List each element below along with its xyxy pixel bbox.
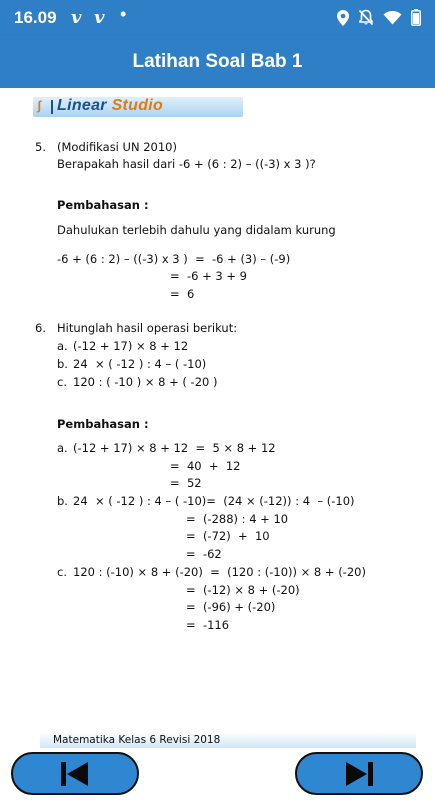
logo-text: Linear Studio [57, 97, 164, 114]
question-5-step: = -6 + 3 + 9 [170, 269, 247, 283]
solution-c-step: = (-96) + (-20) [186, 600, 276, 614]
logo-divider [51, 100, 53, 114]
question-6-item-label: c. [57, 375, 67, 389]
solution-b-step: 24 × ( -12 ) : 4 – ( -10)= (24 × (-12)) : 4 – (-10) [73, 494, 355, 508]
solution-c-step: = -116 [186, 618, 230, 632]
solution-b-step: = (-288) : 4 + 10 [186, 512, 289, 526]
question-6-item-label: b. [57, 357, 68, 371]
footer-text: Matematika Kelas 6 Revisi 2018 [53, 734, 221, 746]
app-notification-icon: v [71, 7, 82, 28]
question-6-text: Hitunglah hasil operasi berikut: [57, 321, 238, 335]
solution-c-step: = (-12) × 8 + (-20) [186, 583, 300, 597]
question-6-item: 120 : ( -10 ) × 8 + ( -20 ) [73, 375, 218, 389]
solution-a-label: a. [57, 441, 68, 455]
app-notification-icon: v [94, 7, 105, 28]
next-page-button[interactable] [295, 752, 423, 795]
question-6-item-label: a. [57, 339, 68, 353]
status-icons [337, 9, 421, 26]
previous-page-button[interactable] [11, 752, 139, 795]
notification-off-icon [358, 9, 374, 26]
question-5-step: = 6 [170, 287, 195, 301]
more-notifications-dot: • [120, 4, 127, 24]
solution-c-label: c. [57, 565, 67, 579]
linear-studio-logo [33, 97, 243, 117]
skip-previous-icon [59, 761, 91, 787]
question-5-solution-heading: Pembahasan : [57, 198, 149, 212]
location-icon [337, 10, 349, 26]
question-5-step: -6 + (6 : 2) – ((-3) x 3 ) = -6 + (3) – (-9) [57, 252, 291, 266]
solution-a-step: (-12 + 17) × 8 + 12 = 5 × 8 + 12 [73, 441, 276, 455]
question-6-solution-heading: Pembahasan : [57, 417, 149, 431]
skip-next-icon [343, 761, 375, 787]
app-bar [0, 36, 435, 88]
logo-mark-icon: ʃ [37, 98, 42, 113]
question-6-number: 6. [35, 321, 46, 335]
solution-b-step: = (-72) + 10 [186, 529, 270, 543]
solution-b-label: b. [57, 494, 68, 508]
question-6-item: (-12 + 17) × 8 + 12 [73, 339, 189, 353]
document-page[interactable] [0, 88, 435, 750]
question-5-source: (Modifikasi UN 2010) [57, 140, 177, 154]
solution-b-step: = -62 [186, 547, 222, 561]
question-5-number: 5. [35, 140, 46, 154]
svg-text:x: x [395, 19, 400, 25]
question-5-text: Berapakah hasil dari -6 + (6 : 2) – ((-3) x 3 )? [57, 157, 316, 171]
solution-a-step: = 40 + 12 [170, 459, 241, 473]
battery-icon [411, 9, 421, 26]
status-bar [0, 0, 435, 36]
page-title: Latihan Soal Bab 1 [132, 51, 303, 72]
solution-a-step: = 52 [170, 476, 202, 490]
solution-c-step: 120 : (-10) × 8 + (-20) = (120 : (-10)) × 8 + (-20) [73, 565, 366, 579]
wifi-icon [383, 10, 402, 25]
question-6-item: 24 × ( -12 ) : 4 – ( -10) [73, 357, 207, 371]
question-5-hint: Dahulukan terlebih dahulu yang didalam kurung [57, 223, 336, 237]
status-time: 16.09 [14, 8, 57, 27]
